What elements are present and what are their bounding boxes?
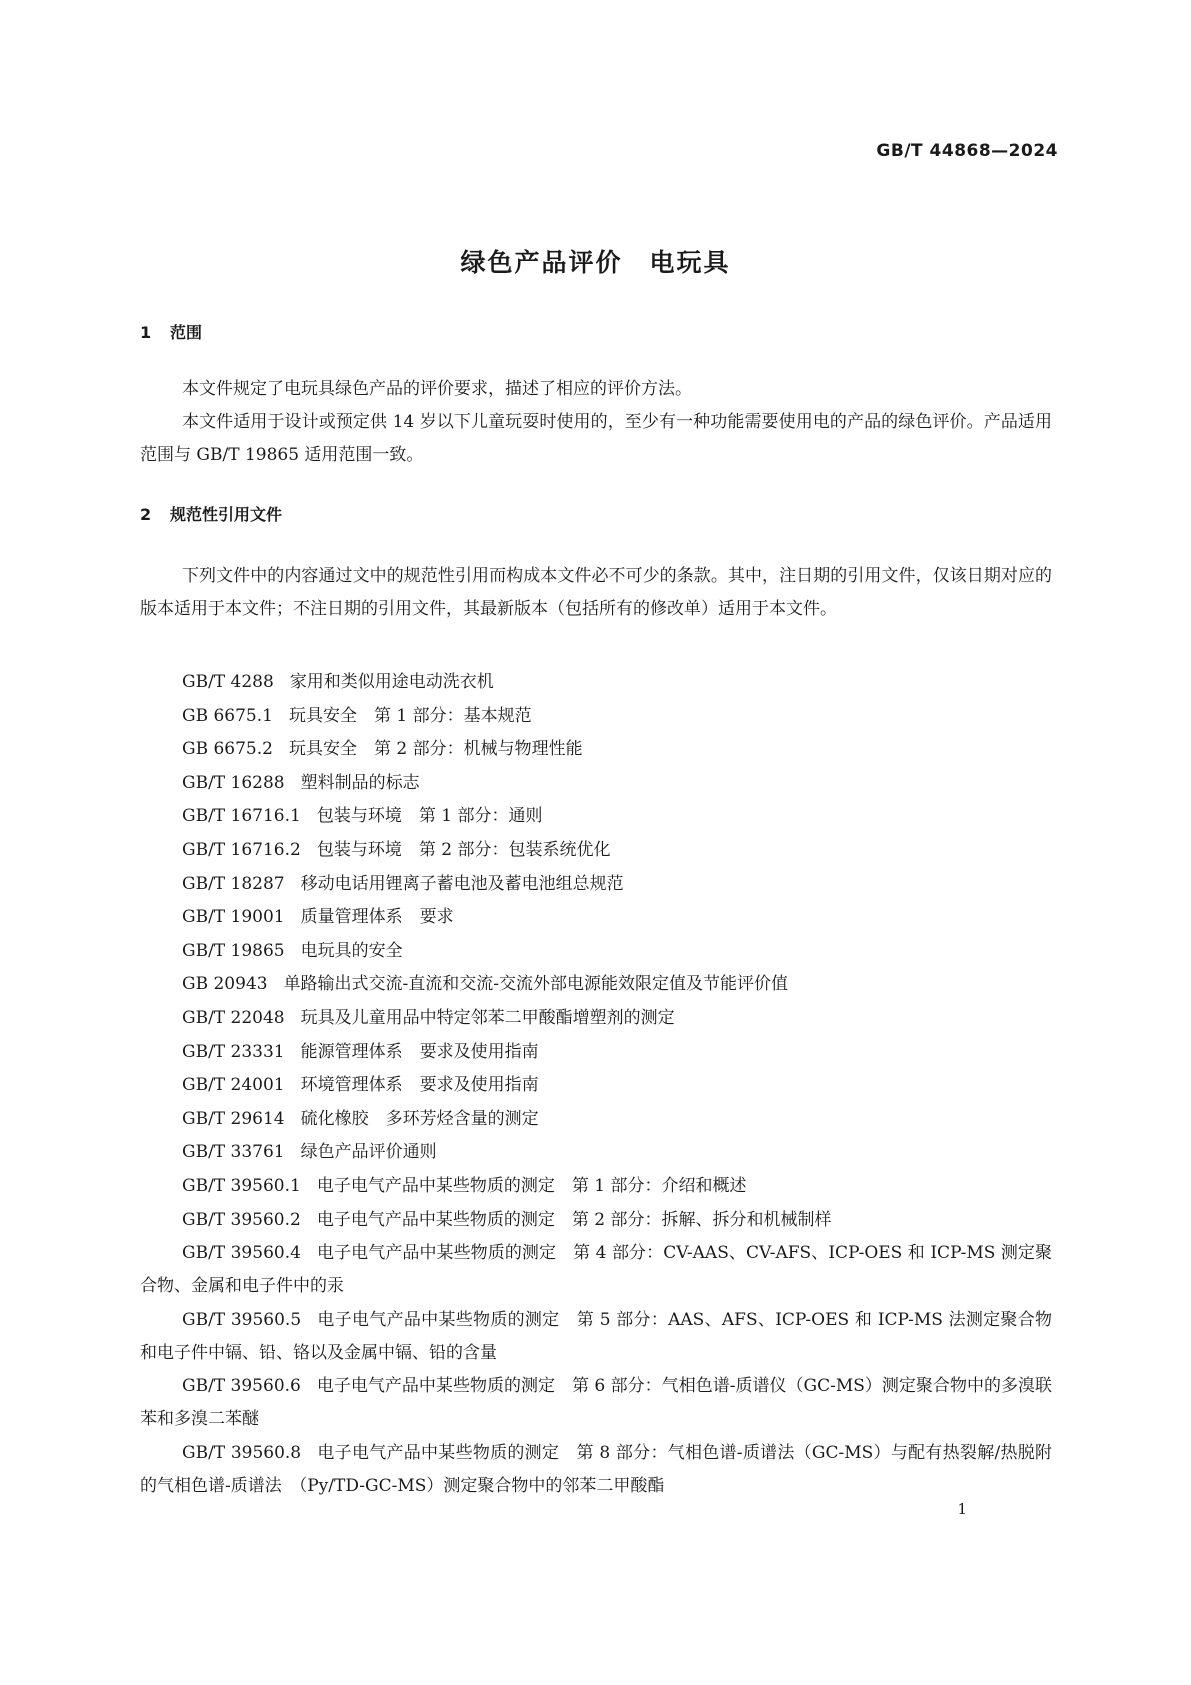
reference-code: GB/T 4288 <box>182 672 274 692</box>
reference-title: 电子电气产品中某些物质的测定 第 6 部分：气相色谱-质谱仪（GC-MS）测定聚合物中的多溴联苯和多溴二苯醚 <box>140 1376 1052 1430</box>
reference-code: GB/T 16288 <box>182 772 285 793</box>
reference-item <box>140 968 1052 1001</box>
reference-title: 电子电气产品中某些物质的测定 第 2 部分：拆解、拆分和机械制样 <box>316 1209 832 1230</box>
reference-code: GB 20943 <box>182 974 268 995</box>
reference-code: GB/T 24001 <box>182 1075 285 1096</box>
reference-item <box>140 834 1052 867</box>
reference-item <box>140 1437 1052 1503</box>
reference-code: GB/T 39560.5 <box>182 1309 302 1330</box>
reference-title: 环境管理体系 要求及使用指南 <box>300 1075 539 1096</box>
reference-code: GB/T 16716.1 <box>182 806 301 827</box>
section-2-heading <box>140 502 282 525</box>
reference-code: GB/T 39560.1 <box>182 1175 301 1196</box>
reference-item <box>140 1069 1052 1102</box>
reference-title: 能源管理体系 要求及使用指南 <box>300 1041 539 1062</box>
reference-title: 家用和类似用途电动洗衣机 <box>289 672 494 692</box>
reference-item <box>140 1237 1052 1303</box>
reference-code: GB/T 39560.4 <box>182 1243 301 1264</box>
reference-item <box>140 1036 1052 1069</box>
reference-item <box>140 935 1052 968</box>
reference-code: GB/T 39560.6 <box>182 1376 301 1397</box>
reference-code: GB/T 18287 <box>182 873 285 894</box>
reference-item <box>140 901 1052 934</box>
reference-title: 电玩具的安全 <box>300 940 403 961</box>
reference-title: 电子电气产品中某些物质的测定 第 1 部分：介绍和概述 <box>316 1175 747 1196</box>
reference-title: 质量管理体系 要求 <box>300 907 454 928</box>
reference-title: 电子电气产品中某些物质的测定 第 5 部分：AAS、AFS、ICP-OES 和 ICP-MS 法测定聚合物和电子件中镉、铅、铬以及金属中镉、铅的含量 <box>140 1309 1053 1363</box>
reference-code: GB/T 19001 <box>182 907 285 928</box>
reference-title: 电子电气产品中某些物质的测定 第 8 部分：气相色谱-质谱法（GC-MS）与配有热裂解/热脱附的气相色谱-质谱法 （Py/TD-GC-MS）测定聚合物中的邻苯二甲酸酯 <box>140 1442 1053 1496</box>
reference-item <box>140 733 1052 766</box>
section-2-number: 2 <box>140 505 152 524</box>
reference-title: 硫化橡胶 多环芳烃含量的测定 <box>300 1108 539 1129</box>
reference-item <box>140 800 1052 833</box>
reference-title: 玩具及儿童用品中特定邻苯二甲酸酯增塑剂的测定 <box>300 1007 675 1028</box>
section-2-title: 规范性引用文件 <box>170 505 283 524</box>
reference-list <box>140 666 1052 1503</box>
reference-item <box>140 1204 1052 1237</box>
reference-code: GB/T 22048 <box>182 1007 285 1028</box>
section-1-heading <box>140 320 202 343</box>
reference-code: GB 6675.2 <box>182 739 273 760</box>
reference-item <box>140 767 1052 800</box>
reference-code: GB/T 19865 <box>182 940 285 961</box>
section-1-title: 范围 <box>170 323 203 342</box>
reference-title: 包装与环境 第 1 部分：通则 <box>316 806 543 827</box>
reference-item <box>140 1136 1052 1169</box>
scope-paragraph-1: 本文件规定了电玩具绿色产品的评价要求，描述了相应的评价方法。 <box>182 379 692 399</box>
reference-item <box>140 700 1052 733</box>
section-1-number: 1 <box>140 323 152 342</box>
reference-item <box>140 666 1052 699</box>
reference-item <box>140 1103 1052 1136</box>
reference-code: GB/T 33761 <box>182 1142 285 1163</box>
reference-title: 包装与环境 第 2 部分：包装系统优化 <box>316 839 611 860</box>
reference-item <box>140 1370 1052 1436</box>
reference-title: 绿色产品评价通则 <box>300 1142 437 1163</box>
reference-title: 单路输出式交流-直流和交流-交流外部电源能效限定值及节能评价值 <box>283 974 789 995</box>
reference-item <box>140 1002 1052 1035</box>
references-intro: 下列文件中的内容通过文中的规范性引用而构成本文件必不可少的条款。其中，注日期的引用文件，仅该日期对应的版本适用于本文件；不注日期的引用文件，其最新版本（包括所有的修改单）适用于本文件。 <box>140 566 1052 619</box>
reference-title: 玩具安全 第 2 部分：机械与物理性能 <box>288 739 583 760</box>
reference-item <box>140 1304 1052 1370</box>
reference-title: 电子电气产品中某些物质的测定 第 4 部分：CV-AAS、CV-AFS、ICP-OES 和 ICP-MS 测定聚合物、金属和电子件中的汞 <box>140 1243 1052 1297</box>
reference-code: GB/T 29614 <box>182 1108 285 1129</box>
reference-item <box>140 868 1052 901</box>
reference-code: GB/T 39560.8 <box>182 1442 302 1463</box>
scope-paragraph-2: 本文件适用于设计或预定供 14 岁以下儿童玩耍时使用的，至少有一种功能需要使用电的产品的绿色评价。产品适用范围与 GB/T 19865 适用范围一致。 <box>140 412 1052 465</box>
reference-item <box>140 1170 1052 1203</box>
reference-title: 玩具安全 第 1 部分：基本规范 <box>288 705 532 726</box>
reference-code: GB 6675.1 <box>182 705 273 726</box>
document-title: 绿色产品评价 电玩具 <box>460 248 731 277</box>
reference-title: 移动电话用锂离子蓄电池及蓄电池组总规范 <box>300 873 624 894</box>
page-number: 1 <box>957 1500 967 1518</box>
reference-code: GB/T 39560.2 <box>182 1209 301 1230</box>
reference-code: GB/T 16716.2 <box>182 839 301 860</box>
reference-title: 塑料制品的标志 <box>300 772 420 793</box>
standard-number: GB/T 44868—2024 <box>876 141 1058 161</box>
reference-code: GB/T 23331 <box>182 1041 285 1062</box>
